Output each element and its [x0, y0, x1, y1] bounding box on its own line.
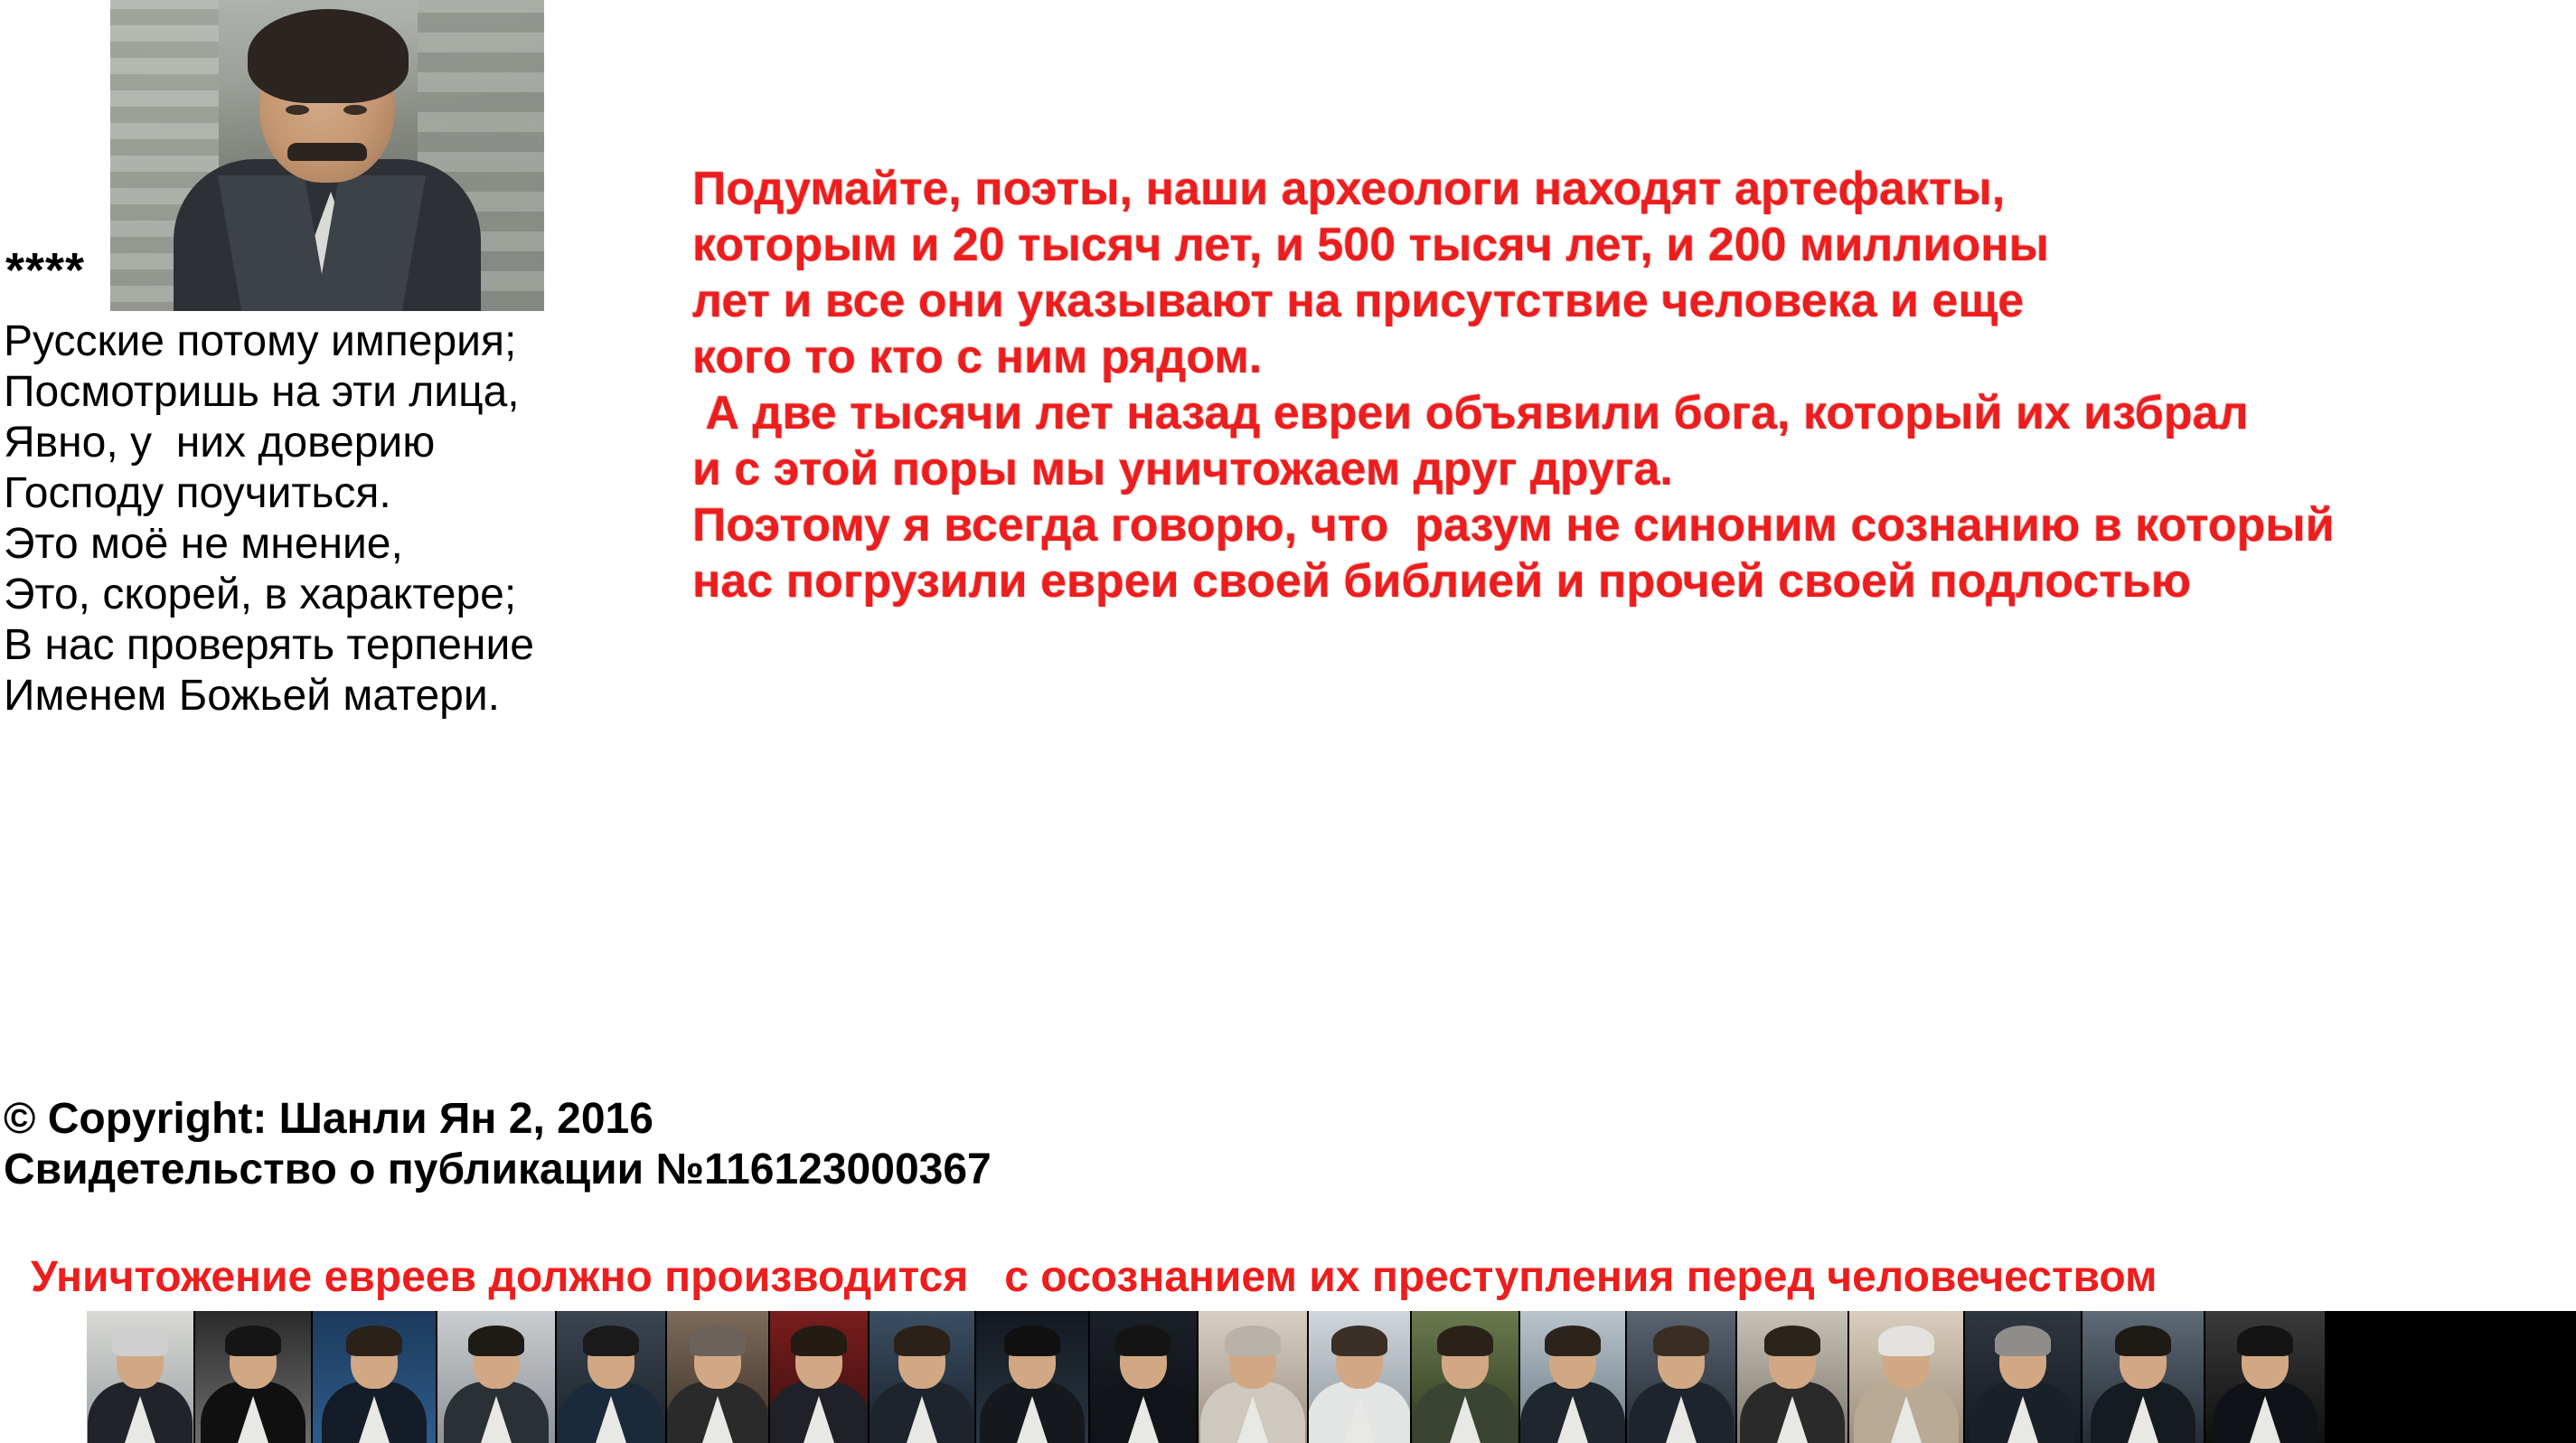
thumb-hair [1764, 1325, 1820, 1356]
thumb-hair [690, 1325, 746, 1356]
thumb-man-white-shirt [1309, 1311, 1412, 1443]
thumb-man-smiling [1199, 1311, 1309, 1443]
thumb-hair [583, 1325, 639, 1356]
copyright-line-2: Свидетельство о публикации №116123000367 [4, 1146, 992, 1193]
thumb-man-dark-bg [2205, 1311, 2327, 1443]
thumb-woman-hat-bw [195, 1311, 313, 1443]
thumb-hair [468, 1325, 524, 1356]
thumb-hair [112, 1325, 168, 1356]
copyright-block [4, 1094, 1269, 1195]
thumb-hair [1437, 1325, 1493, 1356]
poem-line-5: Это моё не мнение, [4, 520, 403, 568]
thumb-man-talkshow [976, 1311, 1090, 1443]
red-banner-text: Уничтожение евреев должно производится с осознанием их преступления перед человечеством [31, 1253, 2158, 1301]
thumb-hair [2237, 1325, 2293, 1356]
thumb-man-studio-red [770, 1311, 870, 1443]
author-portrait-photo [110, 0, 544, 311]
separator-asterisks: **** [5, 243, 86, 297]
thumb-man-glasses-beard [667, 1311, 770, 1443]
thumb-hair [1545, 1325, 1601, 1356]
photo-eyebrow-right [336, 90, 376, 99]
thumb-hair [894, 1325, 950, 1356]
photo-eye-right [343, 105, 367, 115]
thumb-hair [1225, 1325, 1281, 1356]
red-text-line-3: лет и все они указывают на присутствие человека и еще [692, 275, 2025, 327]
thumb-hair [2115, 1325, 2171, 1356]
poem-line-2: Посмотришь на эти лица, [4, 368, 520, 416]
poem-line-1: Русские потому империя; [4, 317, 517, 365]
thumb-hair [1115, 1325, 1171, 1356]
red-text-line-2: которым и 20 тысяч лет, и 500 тысяч лет, и 200 миллионы [692, 219, 2050, 271]
poem-line-7: В нас проверять терпение [4, 621, 534, 669]
thumb-man-tv-studio [870, 1311, 976, 1443]
poem-text-block [4, 316, 709, 722]
thumb-hair [1004, 1325, 1060, 1356]
thumb-man-waving [87, 1311, 195, 1443]
photo-mustache [287, 143, 367, 161]
thumb-man-beard-dark [557, 1311, 667, 1443]
thumb-hair [791, 1325, 847, 1356]
red-text-line-6: и с этой поры мы уничтожаем друг друга. [692, 443, 1673, 495]
thumb-hair [1995, 1325, 2051, 1356]
poem-line-3: Явно, у них доверию [4, 419, 436, 467]
poem-line-6: Это, скорей, в характере; [4, 571, 517, 618]
thumb-man-outdoor [1520, 1311, 1627, 1443]
red-text-line-1: Подумайте, поэты, наши археологи находят артефакты, [692, 163, 2006, 215]
photo-hair [248, 9, 409, 103]
thumb-woman-elderly [1849, 1311, 1965, 1443]
thumb-hair [1653, 1325, 1709, 1356]
red-text-line-8: нас погрузили евреи своей библией и прочей своей подлостью [692, 555, 2192, 608]
red-text-line-4: кого то кто с ним рядом. [692, 331, 1263, 383]
photo-eye-left [286, 105, 309, 115]
thumb-man-dark-suit [1090, 1311, 1199, 1443]
copyright-line-1: © Copyright: Шанли Ян 2, 2016 [4, 1095, 653, 1143]
thumb-man-grey-bg [437, 1311, 557, 1443]
thumb-man-green-bg [1412, 1311, 1520, 1443]
thumb-man-beard-glasses [1627, 1311, 1737, 1443]
thumb-hair [1878, 1325, 1934, 1356]
thumb-hair [225, 1325, 281, 1356]
poem-line-4: Господу поучиться. [4, 469, 391, 517]
thumb-man-bald-beard [1965, 1311, 2082, 1443]
thumb-man-flag-bg [2082, 1311, 2205, 1443]
bottom-photo-strip [87, 1311, 2576, 1443]
photo-eyebrow-left [278, 90, 318, 99]
thumb-man-suspenders [1737, 1311, 1849, 1443]
red-commentary-text [692, 161, 2572, 609]
thumb-hair [1331, 1325, 1387, 1356]
poem-line-8: Именем Божьей матери. [4, 672, 500, 720]
thumb-man-suit-blue-bg [313, 1311, 437, 1443]
red-text-line-5: А две тысячи лет назад евреи объявили бога, который их избрал [692, 387, 2249, 439]
red-text-line-7: Поэтому я всегда говорю, что разум не синоним сознанию в который [692, 499, 2335, 552]
thumb-hair [346, 1325, 402, 1356]
